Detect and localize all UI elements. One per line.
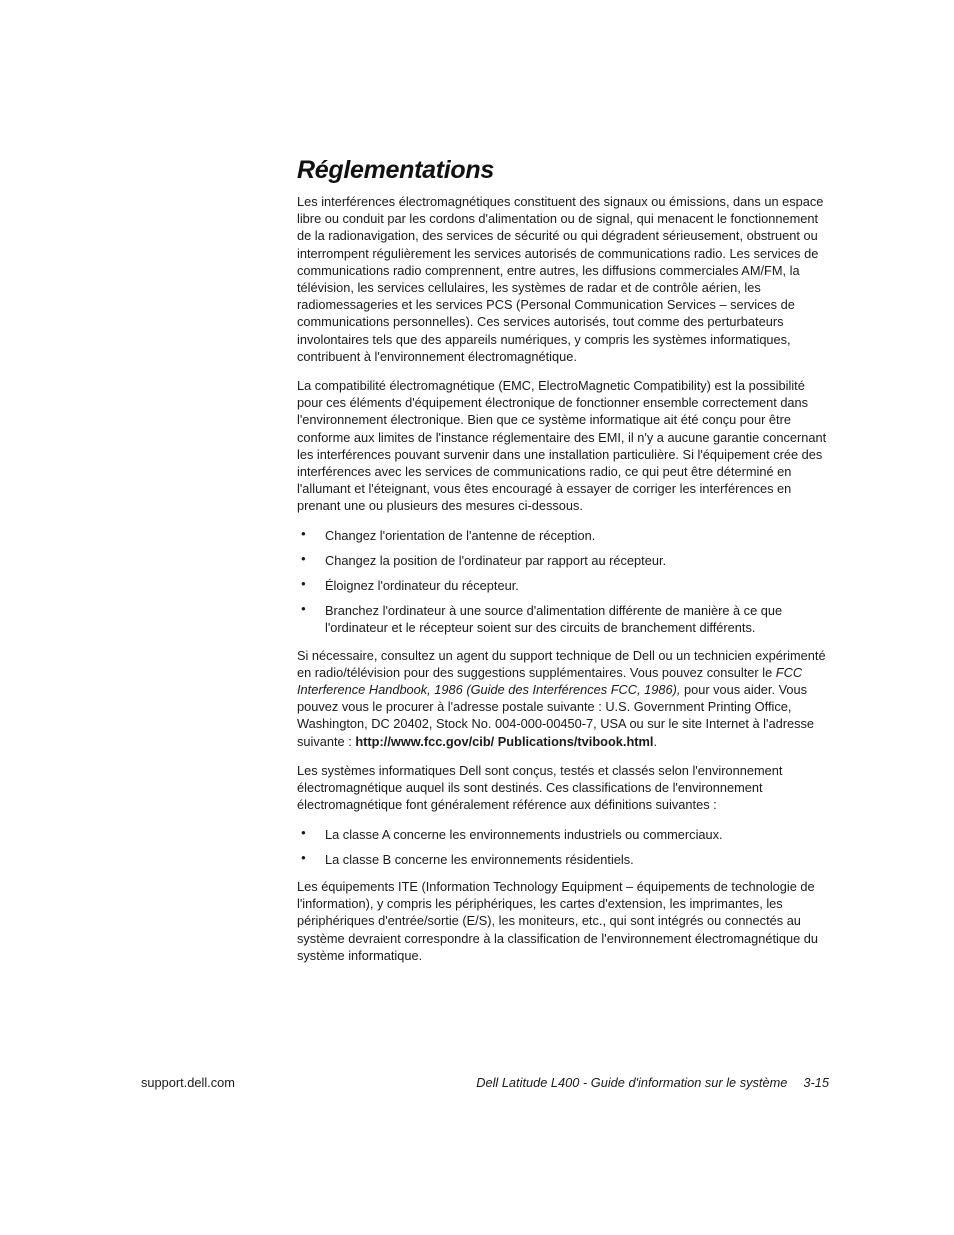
- handbook-title: FCC Interference Handbook, 1986 (Guide des Interférences FCC, 1986),: [297, 664, 803, 698]
- page-content: [297, 156, 829, 976]
- list-item: • Branchez l'ordinateur à une source d'alimentation différente de manière à ce que l'ordinateur et le récepteur soient sur des circuits de branchement différents.: [301, 601, 783, 636]
- bullet-icon: •: [301, 576, 306, 592]
- paragraph-ite: Les équipements ITE (Information Technology Equipment – équipements de technologie de l'information), y compris les périphériques, les cartes d'extension, les imprimantes, les périphériques d'entrée/sortie (E/S), les moniteurs, etc., qui sont intégrés ou connectés au système devraient correspondre à la classification de l'environnement électromagnétique du système informatique.: [297, 878, 819, 963]
- paragraph-intro: Les interférences électromagnétiques constituent des signaux ou émissions, dans un espace libre ou conduit par les cordons d'alimentation ou de signal, qui menacent le fonctionnement de la radionavigation, des services de sécurité ou qui dégradent sérieusement, obstruent ou interrompent régulièrement les services autorisés de communications radio. Les services de communications radio comprennent, entre autres, les diffusions commerciales AM/FM, la télévision, les services cellulaires, les systèmes de radar et de contrôle aérien, les radiomessageries et les services PCS (Personal Communication Services – services de communications personnelles). Ces services autorisés, tout comme des perturbateurs involontaires tels que des appareils numériques, y compris les systèmes informatiques, contribuent à l'environnement électromagnétique.: [297, 194, 824, 364]
- list-item: • Éloignez l'ordinateur du récepteur.: [301, 576, 519, 594]
- fcc-link[interactable]: http://www.fcc.gov/cib/ Publications/tvibook.html: [355, 733, 654, 749]
- remedy-list: [297, 527, 829, 637]
- paragraph-emc: La compatibilité électromagnétique (EMC, ElectroMagnetic Compatibility) est la possibilité pour ces éléments d'équipement électronique de fonctionner ensemble correctement dans l'environnement électronique. Bien que ce système informatique ait été conçu pour être conforme aux limites de l'instance réglementaire des EMI, il n'y a aucune garantie concernant les interférences pouvant survenir dans une installation particulière. Si l'équipement crée des interférences avec les services de communications radio, ce qui peut être déterminé en l'allumant et l'éteignant, vous êtes encouragé à essayer de corriger les interférences en prenant une ou plusieurs des mesures ci-dessous.: [297, 378, 827, 514]
- list-item: • Changez l'orientation de l'antenne de réception.: [301, 525, 596, 543]
- list-item: • La classe A concerne les environnements industriels ou commerciaux.: [301, 824, 723, 842]
- footer-guide-title: Dell Latitude L400 - Guide d'information sur le système: [476, 1075, 788, 1090]
- bullet-icon: •: [301, 824, 306, 840]
- bullet-icon: •: [301, 525, 306, 541]
- bullet-icon: •: [301, 601, 306, 617]
- list-item: • Changez la position de l'ordinateur par rapport au récepteur.: [301, 550, 667, 568]
- class-list: [297, 826, 829, 868]
- list-item: • La classe B concerne les environnements résidentiels.: [301, 849, 634, 867]
- footer-url: support.dell.com: [141, 1075, 235, 1090]
- paragraph-classification: Les systèmes informatiques Dell sont conçus, testés et classés selon l'environnement électromagnétique auquel ils sont destinés. Ces classifications de l'environnement électromagnétique font généralement référence aux définitions suivantes :: [297, 762, 783, 813]
- bullet-icon: •: [301, 550, 306, 566]
- bullet-icon: •: [301, 849, 306, 865]
- footer-title: [476, 1075, 829, 1090]
- paragraph-support: Si nécessaire, consultez un agent du support technique de Dell ou un technicien expérimenté en radio/télévision pour des suggestions supplémentaires. Vous pouvez consulter le FCC Interference Handbook, 1986 (Guide des Interférences FCC, 1986), pour vous aider. Vous pouvez vous le procurer à l'adresse postale suivante : U.S. Government Printing Office, Washington, DC 20402, Stock No. 004-000-00450-7, USA ou sur le site Internet à l'adresse suivante : http://www.fcc.gov/cib/ Publications/tvibook.html.: [297, 647, 826, 749]
- page-number: 3-15: [803, 1075, 829, 1090]
- page-title: Réglementations: [297, 156, 494, 184]
